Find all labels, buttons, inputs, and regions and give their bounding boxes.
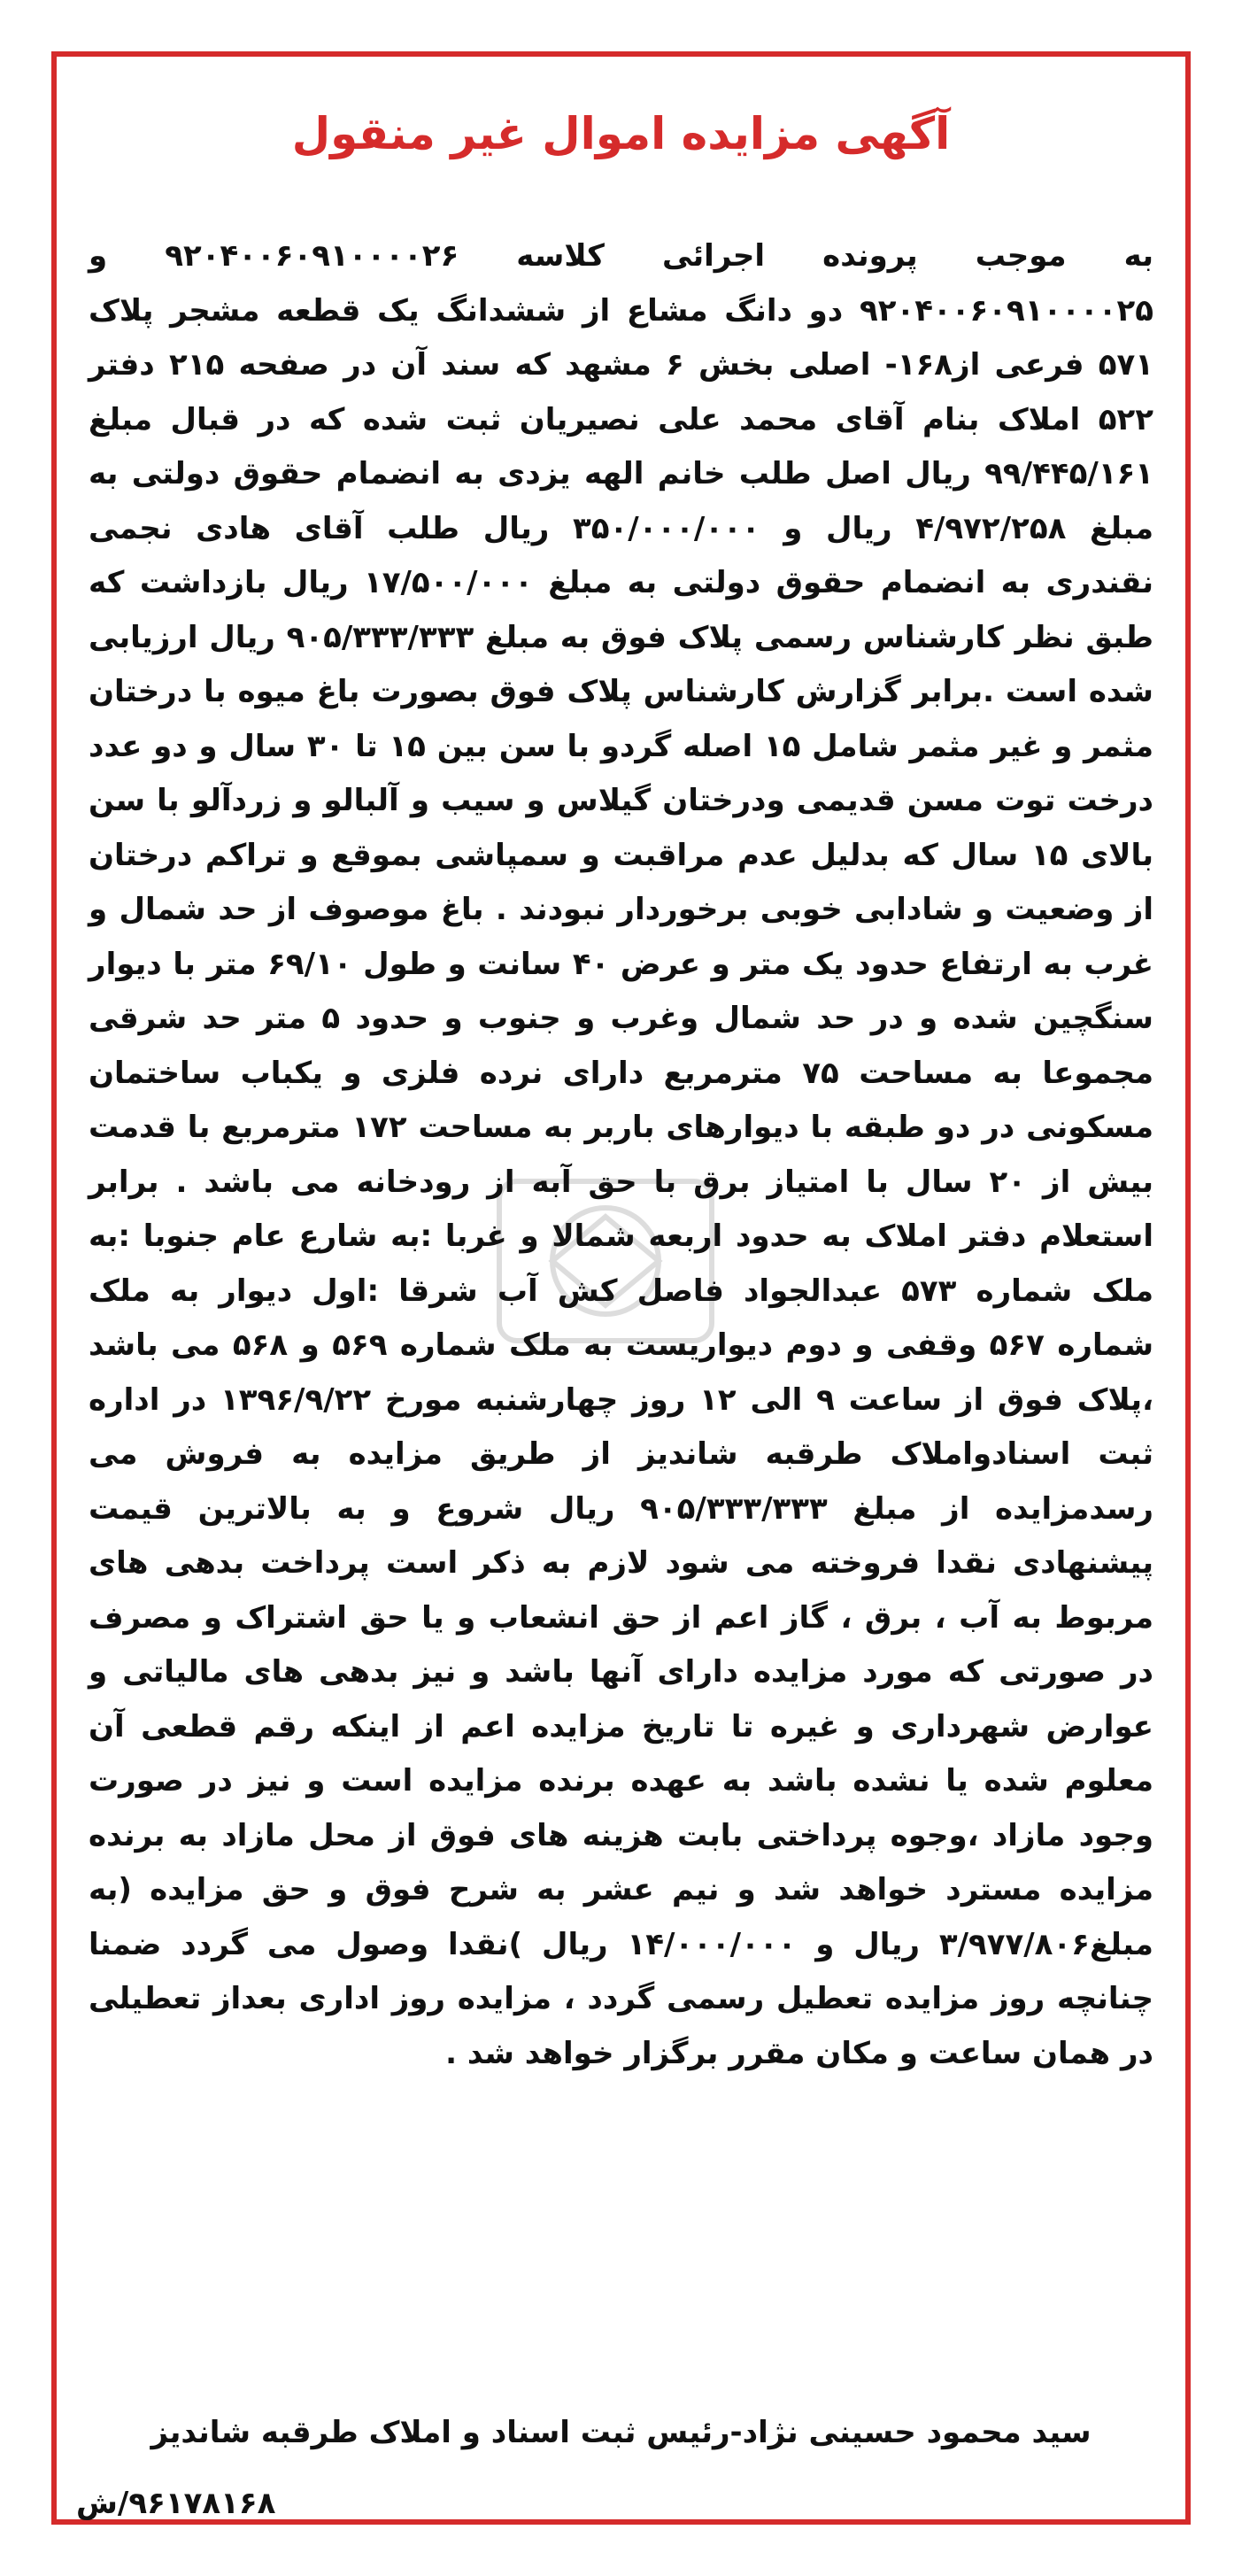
notice-title: آگهی مزایده اموال غیر منقول xyxy=(291,108,951,159)
notice-signature: سید محمود حسینی نژاد-رئیس ثبت اسناد و املاک طرقبه شاندیز xyxy=(150,2415,1092,2450)
notice-body: به موجب پرونده اجرائی کلاسه ۹۲۰۴۰۰۶۰۹۱۰۰۰۰۲۶ و ۹۲۰۴۰۰۶۰۹۱۰۰۰۰۲۵ دو دانگ مشاع از ششدانگ یک قطعه مشجر پلاک ۵۷۱ فرعی از۱۶۸- اصلی بخش ۶ مشهد که سند آن در صفحه ۲۱۵ دفتر ۵۲۲ املاک بنام آقای محمد علی نصیریان ثبت شده که در قبال مبلغ ۹۹/۴۴۵/۱۶۱ ریال اصل طلب خانم الهه یزدی به انضمام حقوق دولتی به مبلغ ۴/۹۷۲/۲۵۸ ریال و ۳۵۰/۰۰۰/۰۰۰ ریال طلب آقای هادی نجمی نقندری به انضمام حقوق دولتی به مبلغ ۱۷/۵۰۰/۰۰۰ ریال بازداشت که طبق نظر کارشناس رسمی پلاک فوق به مبلغ ۹۰۵/۳۳۳/۳۳۳ ریال ارزیابی شده است .برابر گزارش کارشناس پلاک فوق بصورت باغ میوه با درختان مثمر و غیر مثمر شامل ۱۵ اصله گردو با سن بین ۱۵ تا ۳۰ سال و دو عدد درخت توت مسن قدیمی ودرختان گیلاس و سیب و آلبالو و زردآلو با سن بالای ۱۵ سال که بدلیل عدم مراقبت و سمپاشی بموقع و تراکم درختان از وضعیت و شادابی خوبی برخوردار نبودند . باغ موصوف از حد شمال و غرب به ارتفاع حدود یک متر و عرض ۴۰ سانت و طول ۶۹/۱۰ متر با دیوار سنگچین شده و در حد شمال وغرب و جنوب و حدود ۵ متر حد شرقی مجموعا به مساحت ۷۵ مترمربع دارای نرده فلزی و یکباب ساختمان مسکونی در دو طبقه با دیوارهای باربر به مساحت ۱۷۲ مترمربع با قدمت بیش از ۲۰ سال با امتیاز برق با حق آبه از رودخانه می باشد . برابر استعلام دفتر املاک به حدود اربعه شمالا و غربا :به شارع عام جنوبا :به ملک شماره ۵۷۳ عبدالجواد فاصل کش آب شرقا :اول دیوار به ملک شماره ۵۶۷ وقفی و دوم دیواریست به ملک شماره ۵۶۹ و ۵۶۸ می باشد ،پلاک فوق از ساعت ۹ الی ۱۲ روز چهارشنبه مورخ ۱۳۹۶/۹/۲۲ در اداره ثبت اسنادواملاک طرقبه شاندیز از طریق مزایده به فروش می رسدمزایده از مبلغ ۹۰۵/۳۳۳/۳۳۳ ریال شروع و به بالاترین قیمت پیشنهادی نقدا فروخته می شود لازم به ذکر است پرداخت بدهی های مربوط به آب ، برق ، گاز اعم از حق انشعاب و یا حق اشتراک و مصرف در صورتی که مورد مزایده دارای آنها باشد و نیز بدهی های مالیاتی و عوارض شهرداری و غیره تا تاریخ مزایده اعم از اینکه رقم قطعی آن معلوم شده یا نشده باشد به عهده برنده مزایده است و نیز در صورت وجود مازاد ،وجوه پرداختی بابت هزینه های فوق از محل مازاد به برنده مزایده مسترد خواهد شد و نیم عشر به شرح فوق و حق مزایده (به مبلغ۳/۹۷۷/۸۰۶ ریال و ۱۴/۰۰۰/۰۰۰ ریال )نقدا وصول می گردد ضمنا چنانچه روز مزایده تعطیل رسمی گردد ، مزایده روز اداری بعداز تعطیلی در همان ساعت و مکان مقرر برگزار خواهد شد . xyxy=(89,238,1154,2071)
notice-frame xyxy=(51,51,1191,2525)
notice-code: ۹۶۱۷۸۱۶۸/ش xyxy=(76,2486,276,2521)
